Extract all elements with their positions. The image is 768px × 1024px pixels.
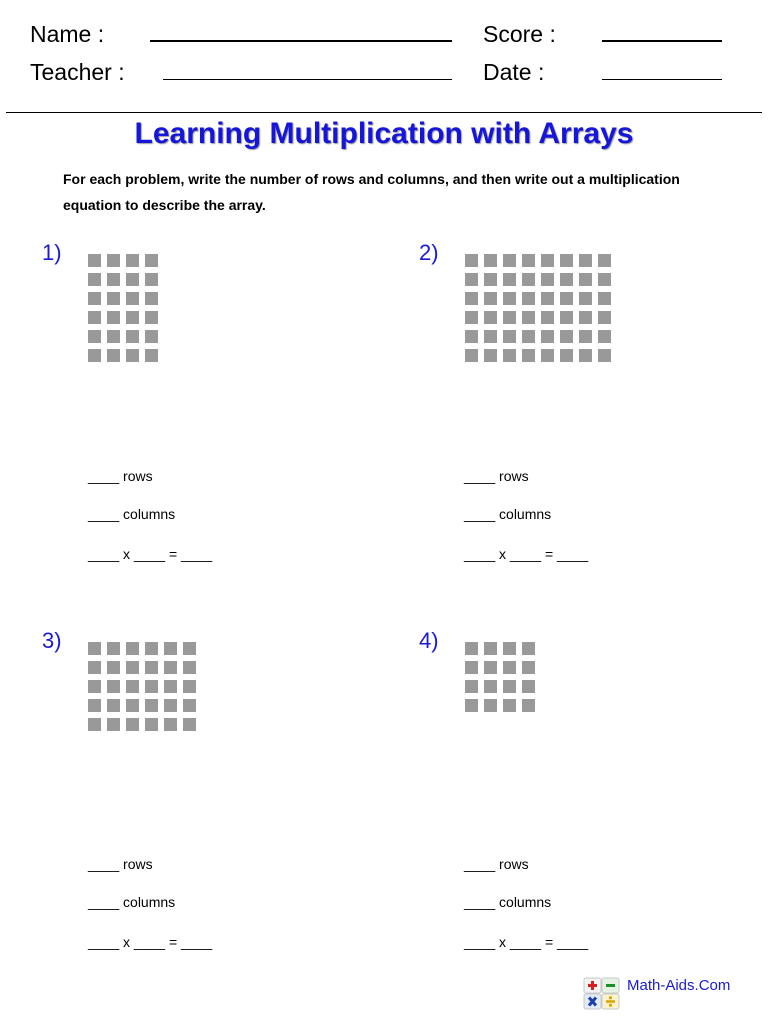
problem-number: 3) [42, 628, 62, 653]
array-square [541, 349, 554, 362]
array-square [541, 254, 554, 267]
score-blank[interactable] [602, 40, 722, 42]
array-square [145, 292, 158, 305]
array-square [88, 254, 101, 267]
array-square [560, 349, 573, 362]
array-square [107, 699, 120, 712]
problem-number: 4) [419, 628, 439, 653]
array-square [88, 661, 101, 674]
array-square [126, 642, 139, 655]
columns-answer[interactable]: ____ columns [464, 894, 552, 910]
array-square [88, 680, 101, 693]
array-square [107, 718, 120, 731]
array-square [107, 311, 120, 324]
array-square [465, 273, 478, 286]
array-square [560, 292, 573, 305]
array-square [579, 311, 592, 324]
array-square [183, 661, 196, 674]
array-square [88, 699, 101, 712]
array-square [522, 292, 535, 305]
teacher-label: Teacher : [30, 59, 125, 85]
array-square [126, 292, 139, 305]
equation-answer[interactable]: ____ x ____ = ____ [464, 934, 589, 950]
array-square [126, 273, 139, 286]
array-square [598, 254, 611, 267]
array-square [126, 349, 139, 362]
dot-array [465, 254, 611, 362]
math-aids-logo-icon[interactable] [583, 976, 621, 1017]
equation-answer[interactable]: ____ x ____ = ____ [88, 934, 213, 950]
array-square [107, 680, 120, 693]
array-square [598, 330, 611, 343]
array-square [183, 680, 196, 693]
array-square [126, 311, 139, 324]
array-square [164, 680, 177, 693]
array-square [183, 718, 196, 731]
array-square [107, 661, 120, 674]
array-square [484, 642, 497, 655]
array-square [126, 680, 139, 693]
array-square [88, 642, 101, 655]
problem-number: 1) [42, 240, 62, 265]
array-square [560, 330, 573, 343]
array-square [579, 273, 592, 286]
array-square [503, 661, 516, 674]
page-title: Learning Multiplication with Arrays [134, 117, 634, 150]
array-square [503, 699, 516, 712]
array-square [107, 330, 120, 343]
array-square [541, 273, 554, 286]
array-square [503, 292, 516, 305]
array-square [164, 699, 177, 712]
problem-number: 2) [419, 240, 439, 265]
array-square [484, 680, 497, 693]
array-square [126, 699, 139, 712]
array-square [145, 680, 158, 693]
array-square [145, 254, 158, 267]
array-square [484, 254, 497, 267]
array-square [560, 273, 573, 286]
array-square [164, 661, 177, 674]
array-square [541, 330, 554, 343]
array-square [579, 349, 592, 362]
array-square [145, 349, 158, 362]
array-square [465, 349, 478, 362]
score-label: Score : [483, 21, 556, 47]
array-square [145, 642, 158, 655]
array-square [522, 661, 535, 674]
array-square [503, 349, 516, 362]
dot-array [88, 642, 196, 731]
array-square [465, 661, 478, 674]
array-square [183, 642, 196, 655]
array-square [522, 349, 535, 362]
array-square [126, 254, 139, 267]
array-square [145, 311, 158, 324]
array-square [465, 330, 478, 343]
array-square [522, 699, 535, 712]
dot-array [465, 642, 535, 712]
array-square [484, 699, 497, 712]
array-square [164, 642, 177, 655]
array-square [503, 254, 516, 267]
array-square [145, 699, 158, 712]
date-blank[interactable] [602, 79, 722, 80]
array-square [522, 273, 535, 286]
equation-answer[interactable]: ____ x ____ = ____ [464, 546, 589, 562]
array-square [145, 661, 158, 674]
name-blank[interactable] [150, 40, 452, 42]
array-square [541, 311, 554, 324]
array-square [484, 273, 497, 286]
array-square [522, 254, 535, 267]
array-square [484, 349, 497, 362]
array-square [503, 273, 516, 286]
array-square [145, 718, 158, 731]
array-square [484, 661, 497, 674]
array-square [522, 642, 535, 655]
array-square [183, 699, 196, 712]
array-square [541, 292, 554, 305]
logo-link[interactable]: Math-Aids.Com [627, 977, 731, 994]
header-divider [6, 112, 762, 113]
array-square [465, 642, 478, 655]
array-square [465, 254, 478, 267]
columns-answer[interactable]: ____ columns [464, 506, 552, 522]
rows-answer[interactable]: ____ rows [88, 856, 153, 872]
rows-answer[interactable]: ____ rows [464, 856, 529, 872]
array-square [598, 311, 611, 324]
array-square [107, 292, 120, 305]
array-square [503, 680, 516, 693]
array-square [465, 311, 478, 324]
array-square [88, 273, 101, 286]
name-label: Name : [30, 21, 105, 47]
rows-answer[interactable]: ____ rows [88, 468, 153, 484]
array-square [484, 292, 497, 305]
array-square [579, 254, 592, 267]
array-square [88, 311, 101, 324]
array-square [126, 718, 139, 731]
array-square [560, 254, 573, 267]
array-square [522, 680, 535, 693]
array-square [503, 330, 516, 343]
array-square [88, 330, 101, 343]
array-square [88, 349, 101, 362]
array-square [503, 311, 516, 324]
array-square [145, 273, 158, 286]
array-square [598, 292, 611, 305]
columns-answer[interactable]: ____ columns [88, 506, 176, 522]
array-square [126, 330, 139, 343]
array-square [598, 273, 611, 286]
teacher-blank[interactable] [163, 79, 452, 80]
array-square [465, 292, 478, 305]
columns-answer[interactable]: ____ columns [88, 894, 176, 910]
array-square [484, 330, 497, 343]
array-square [107, 349, 120, 362]
array-square [465, 680, 478, 693]
operations-icon [583, 976, 621, 1012]
array-square [522, 330, 535, 343]
array-square [88, 292, 101, 305]
array-square [107, 273, 120, 286]
array-square [465, 699, 478, 712]
array-square [503, 642, 516, 655]
date-label: Date : [483, 59, 545, 85]
instructions: For each problem, write the number of rows and columns, and then write out a multiplication equation to describe the array. [63, 171, 680, 213]
array-square [164, 718, 177, 731]
array-square [579, 292, 592, 305]
array-square [560, 311, 573, 324]
array-square [107, 254, 120, 267]
array-square [145, 330, 158, 343]
array-square [579, 330, 592, 343]
rows-answer[interactable]: ____ rows [464, 468, 529, 484]
array-square [126, 661, 139, 674]
array-square [88, 718, 101, 731]
array-square [522, 311, 535, 324]
array-square [107, 642, 120, 655]
equation-answer[interactable]: ____ x ____ = ____ [88, 546, 213, 562]
array-square [598, 349, 611, 362]
array-square [484, 311, 497, 324]
dot-array [88, 254, 158, 362]
